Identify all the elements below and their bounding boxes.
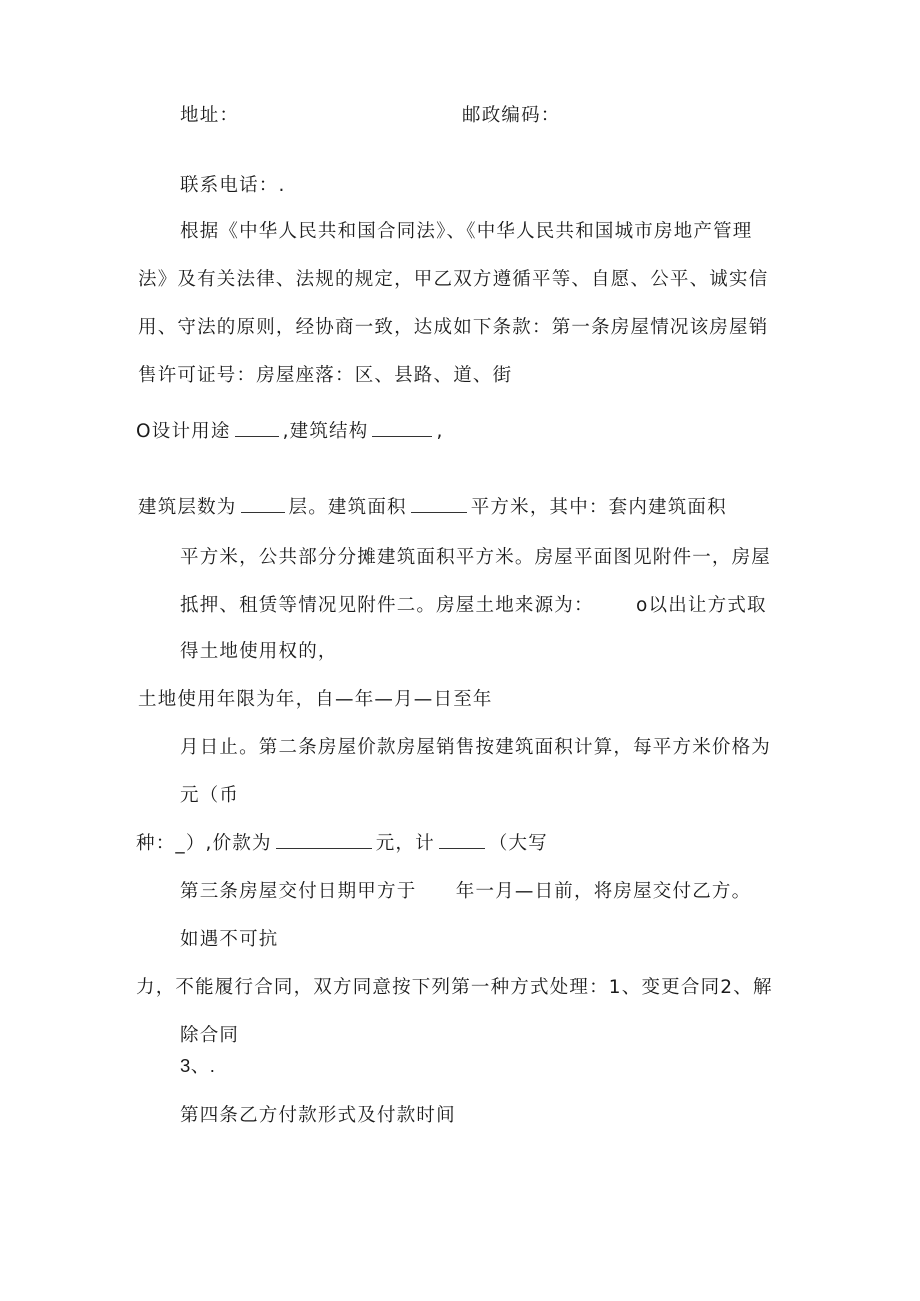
force-majeure-line: 如遇不可抗 (180, 929, 279, 950)
paragraph-line: 售许可证号：房屋座落：区、县路、道、街 (138, 365, 513, 386)
capital-blank (439, 832, 485, 849)
phone-label: 联系电话：. (180, 175, 286, 196)
land-right-line: 得土地使用权的， (180, 641, 338, 662)
price-kind-line (136, 832, 548, 856)
mortgage-line-b: o以出让方式取 (636, 595, 767, 616)
postcode-label: 邮政编码： (462, 105, 561, 126)
paragraph-line: 法》及有关法律、法规的规定，甲乙双方遵循平等、自愿、公平、诚实信 (138, 269, 769, 290)
design-use-blank (235, 420, 279, 437)
paragraph-line: 根据《中华人民共和国合同法》、《中华人民共和国城市房地产管理 (180, 221, 753, 242)
design-use-line (136, 420, 444, 444)
item-3-line: 3、. (180, 1055, 216, 1076)
floors-blank (241, 496, 285, 513)
floors-label: 建筑层数为 (138, 497, 237, 518)
floors-line (138, 496, 727, 520)
delivery-line: 第三条房屋交付日期甲方于 年一月—日前，将房屋交付乙方。 (180, 881, 752, 902)
design-line-end: , (436, 421, 444, 442)
address-label: 地址： (180, 105, 240, 126)
paragraph-line: 用、守法的原则，经协商一致，达成如下条款：第一条房屋情况该房屋销 (138, 317, 769, 338)
yuan-label: 元，计 (375, 833, 435, 854)
building-area-label: 层。建筑面积 (288, 497, 407, 518)
currency-kind-label: 种：_）,价款为 (136, 833, 272, 854)
structure-blank (372, 420, 432, 437)
area-line: 平方米，公共部分分摊建筑面积平方米。房屋平面图见附件一，房屋 (180, 547, 772, 568)
payment-terms-line: 第四条乙方付款形式及付款时间 (180, 1105, 456, 1126)
price-blank (276, 832, 372, 849)
design-use-label: O设计用途 (136, 421, 231, 442)
building-area-blank (411, 496, 467, 513)
mortgage-line-a: 抵押、租赁等情况见附件二。房屋土地来源为： (180, 595, 594, 616)
price-line: 月日止。第二条房屋价款房屋销售按建筑面积计算，每平方米价格为 (180, 737, 772, 758)
currency-line: 元（币 (180, 785, 240, 806)
capital-label: （大写 (488, 833, 548, 854)
structure-label: ,建筑结构 (282, 421, 369, 442)
land-term-line: 土地使用年限为年，自—年—月—日至年 (138, 689, 493, 710)
inner-area-label: 平方米，其中：套内建筑面积 (470, 497, 727, 518)
force-majeure-line-2: 力，不能履行合同，双方同意按下列第一种方式处理：1、变更合同2、解 (136, 977, 773, 998)
cancel-contract-line: 除合同 (180, 1025, 240, 1046)
